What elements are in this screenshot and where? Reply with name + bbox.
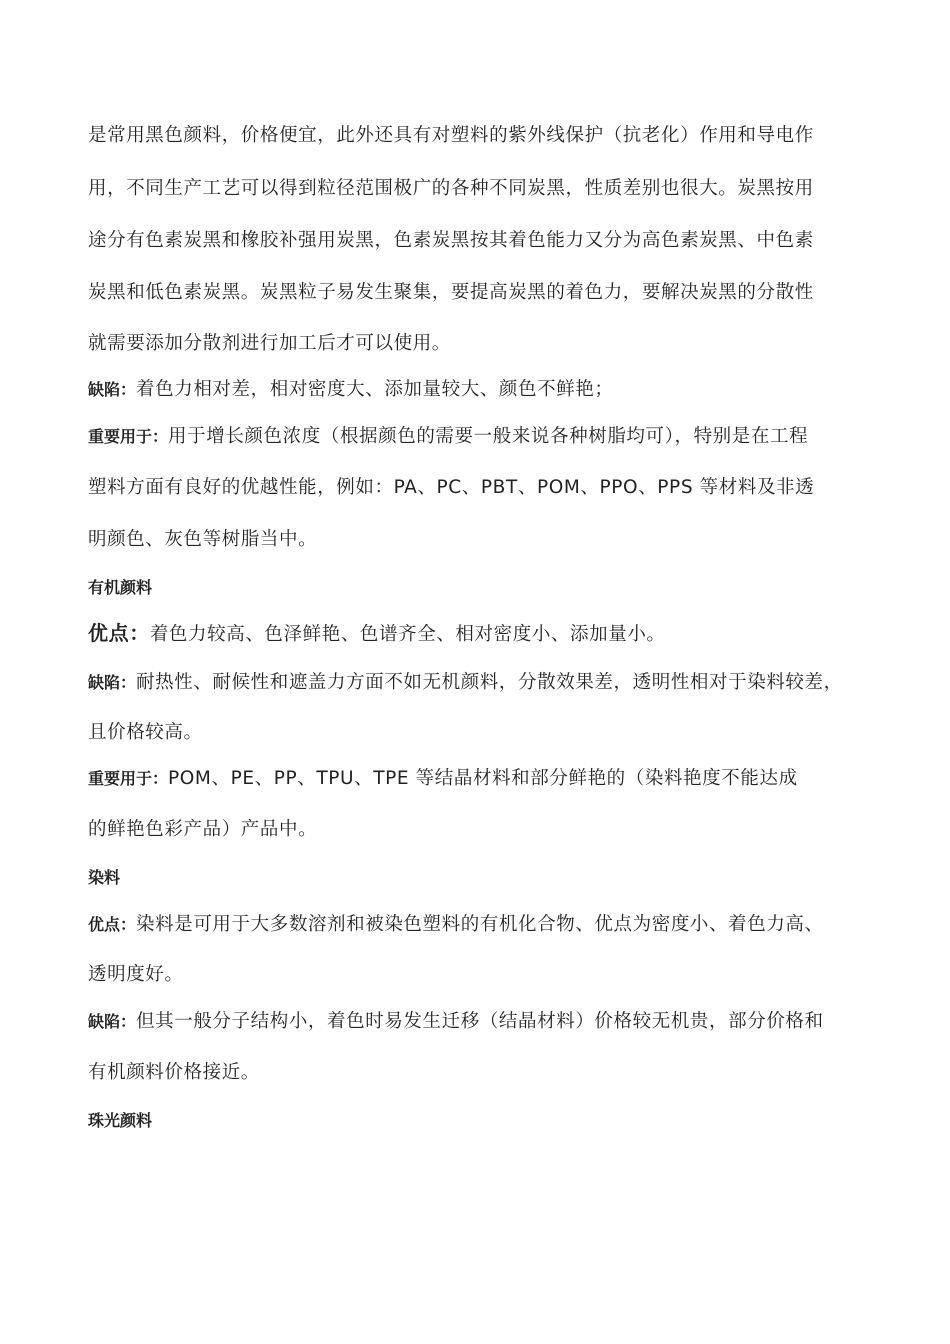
organic-pigment-advantage [88, 621, 666, 647]
use-text: POM、PE、PP、TPU、TPE 等结晶材料和部分鲜艳的（染料艳度不能达成 [168, 768, 798, 789]
use-label: 重要用于： [88, 427, 169, 446]
organic-pigment-use-line: 的鲜艳色彩产品）产品中。 [88, 819, 318, 840]
carbon-black-desc-line: 炭黑和低色素炭黑。炭黑粒子易发生聚集，要提高炭黑的着色力，要解决炭黑的分散性 [88, 282, 814, 303]
dye-defect-line: 有机颜料价格接近。 [88, 1062, 260, 1083]
pearl-pigment-heading: 珠光颜料 [88, 1111, 153, 1130]
defect-text: 着色力相对差，相对密度大、添加量较大、颜色不鲜艳； [136, 379, 614, 400]
dye-advantage-line: 透明度好。 [88, 964, 184, 985]
advantage-label: 优点： [88, 915, 137, 934]
carbon-black-use-line: 塑料方面有良好的优越性能，例如：PA、PC、PBT、POM、PPO、PPS 等材料及非透 [88, 477, 815, 498]
use-text: 用于增长颜色浓度（根据颜色的需要一般来说各种树脂均可），特别是在工程 [168, 426, 809, 447]
organic-pigment-heading: 有机颜料 [88, 578, 153, 597]
advantage-label: 优点： [88, 621, 150, 645]
carbon-black-desc-line: 途分有色素炭黑和橡胶补强用炭黑，色素炭黑按其着色能力又分为高色素炭黑、中色素 [88, 230, 814, 251]
use-label: 重要用于： [88, 769, 169, 788]
carbon-black-desc-line: 就需要添加分散剂进行加工后才可以使用。 [88, 333, 451, 354]
organic-pigment-defect [88, 671, 843, 695]
organic-pigment-defect-line: 且价格较高。 [88, 722, 203, 743]
carbon-black-desc-line: 是常用黑色颜料，价格便宜，此外还具有对塑料的紫外线保护（抗老化）作用和导电作 [88, 125, 814, 146]
dye-heading: 染料 [88, 868, 121, 887]
defect-label: 缺陷： [88, 1012, 137, 1031]
defect-label: 缺陷： [88, 380, 137, 399]
carbon-black-desc-line: 用，不同生产工艺可以得到粒径范围极广的各种不同炭黑，性质差别也很大。炭黑按用 [88, 178, 814, 199]
defect-label: 缺陷： [88, 673, 137, 692]
dye-advantage [88, 913, 824, 937]
advantage-text: 染料是可用于大多数溶剂和被染色塑料的有机化合物、优点为密度小、着色力高、 [136, 914, 824, 935]
carbon-black-use [88, 425, 808, 449]
carbon-black-defect [88, 378, 614, 402]
advantage-text: 着色力较高、色泽鲜艳、色谱齐全、相对密度小、添加量小。 [149, 624, 666, 645]
carbon-black-use-line: 明颜色、灰色等树脂当中。 [88, 529, 318, 550]
dye-defect [88, 1010, 824, 1034]
defect-text: 但其一般分子结构小，着色时易发生迁移（结晶材料）价格较无机贵，部分价格和 [136, 1011, 824, 1032]
organic-pigment-use [88, 767, 798, 791]
defect-text: 耐热性、耐候性和遮盖力方面不如无机颜料，分散效果差，透明性相对于染料较差， [136, 672, 843, 693]
